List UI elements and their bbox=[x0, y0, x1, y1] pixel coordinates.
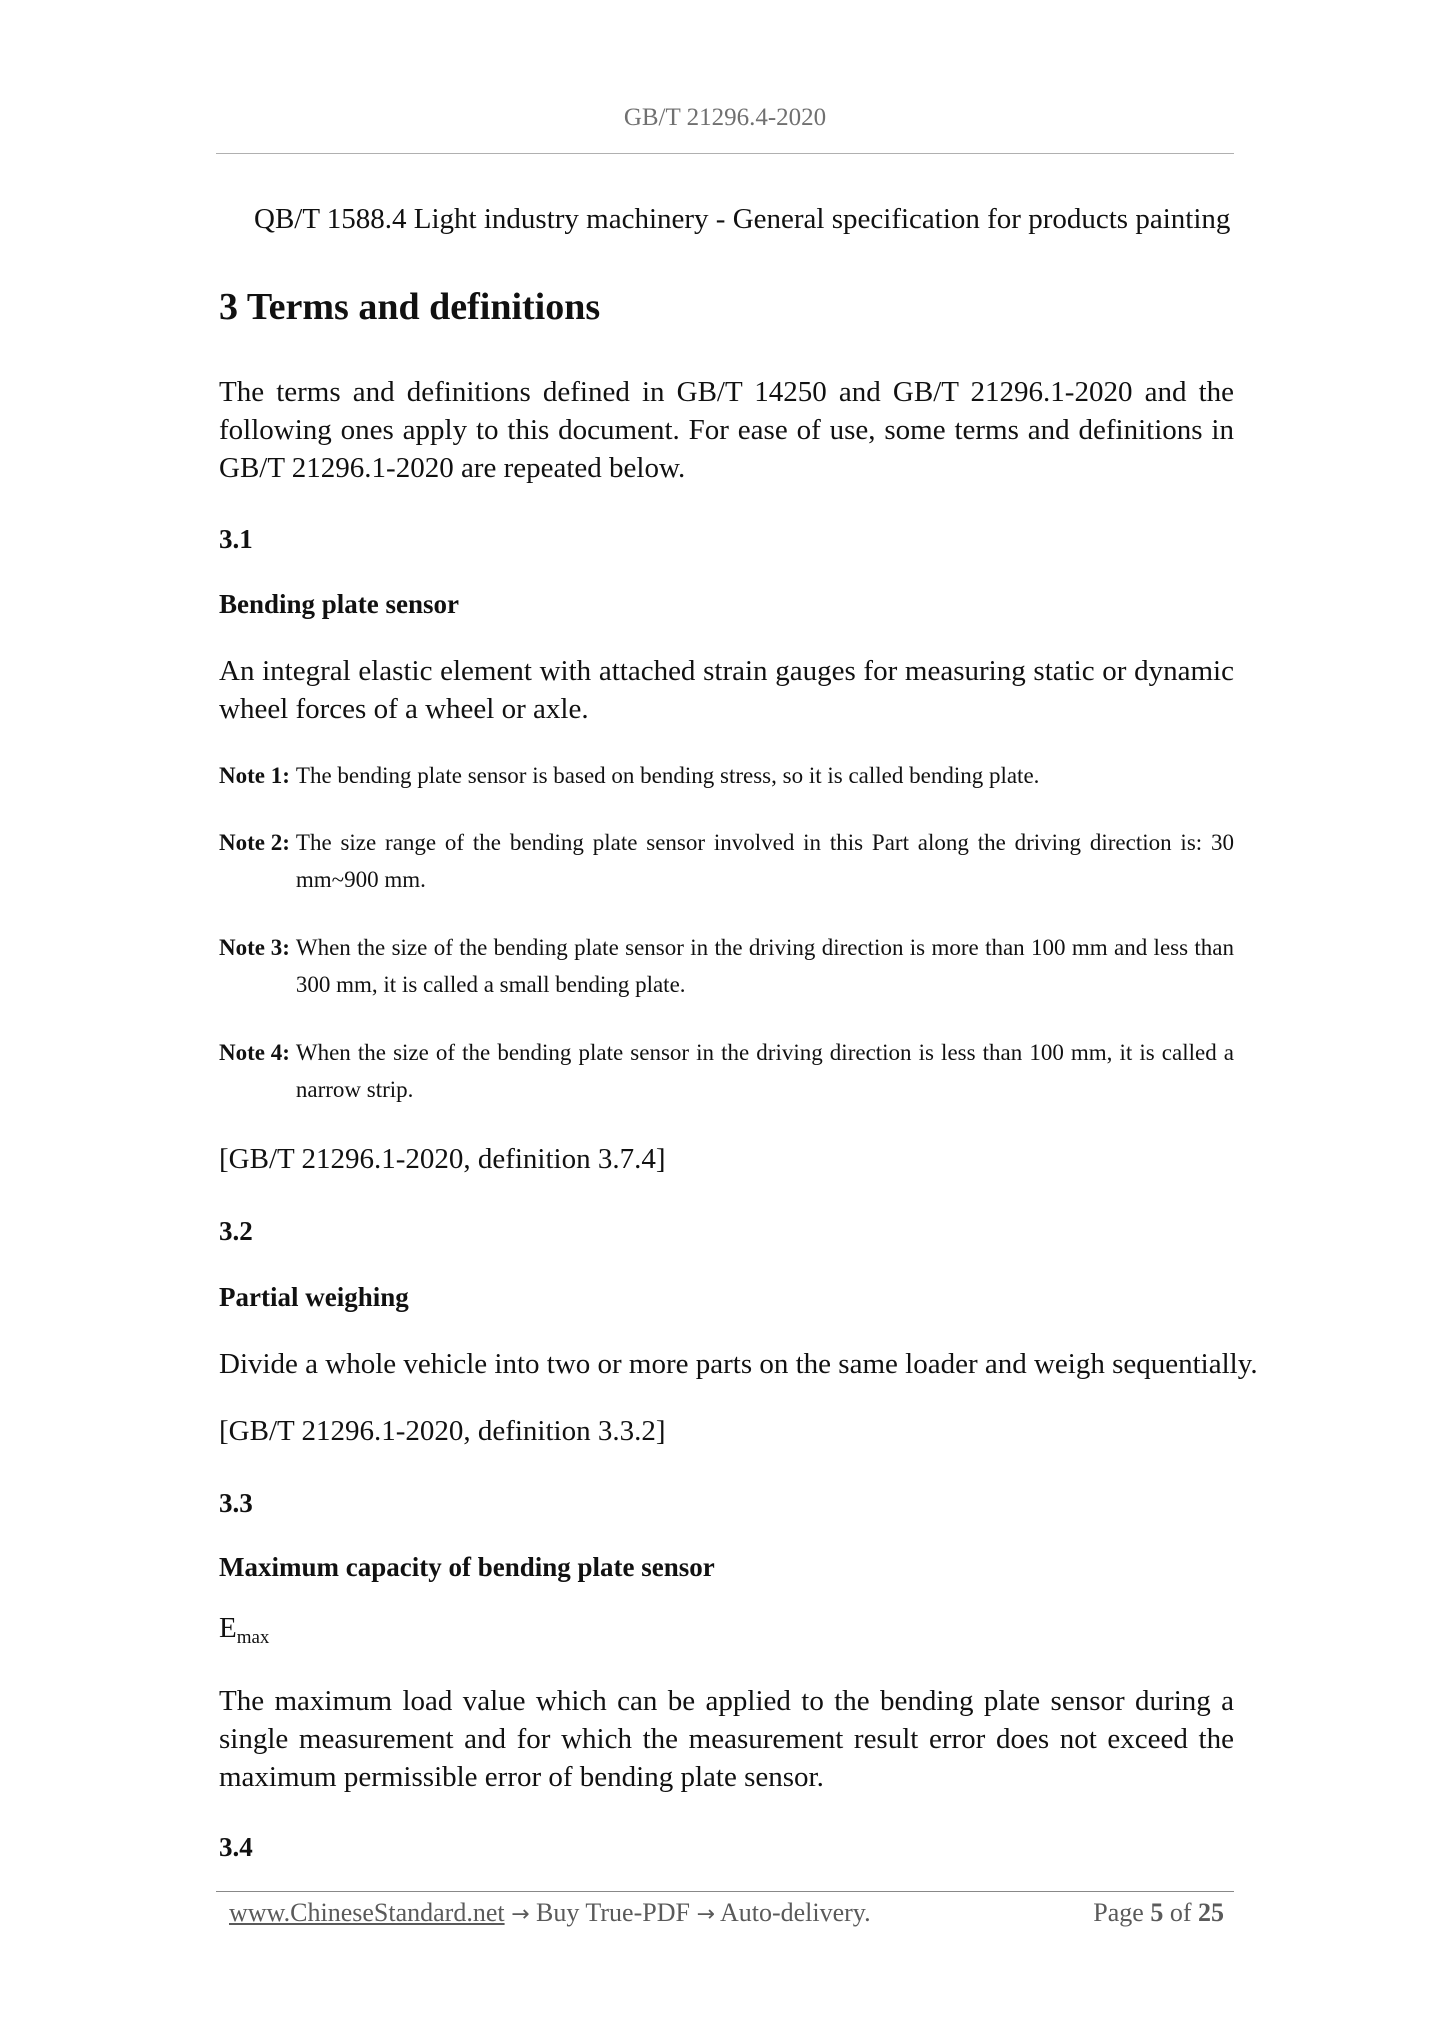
term-definition: Divide a whole vehicle into two or more parts on the same loader and weigh sequentially. bbox=[219, 1348, 1258, 1380]
clause-number: 3.1 bbox=[219, 524, 253, 554]
clause-number: 3.3 bbox=[219, 1488, 253, 1518]
site-link[interactable]: www.ChineseStandard.net bbox=[229, 1898, 505, 1927]
symbol-subscript: max bbox=[236, 1627, 270, 1648]
note bbox=[219, 929, 1234, 1003]
term-symbol bbox=[219, 1612, 1234, 1649]
of-word: of bbox=[1169, 1898, 1192, 1927]
buy-text: Buy True-PDF bbox=[536, 1898, 690, 1927]
note-text: The bending plate sensor is based on bending stress, so it is called bending plate. bbox=[295, 763, 1040, 788]
term-source: [GB/T 21296.1-2020, definition 3.7.4] bbox=[219, 1143, 666, 1175]
clause-number: 3.4 bbox=[219, 1832, 253, 1862]
term-title: Maximum capacity of bending plate sensor bbox=[219, 1552, 715, 1582]
term-title: Partial weighing bbox=[219, 1282, 409, 1312]
page-total: 25 bbox=[1198, 1898, 1224, 1927]
footer-promo bbox=[229, 1895, 871, 1933]
note-label: Note 4: bbox=[219, 1040, 290, 1065]
note bbox=[219, 824, 1234, 898]
header-rule bbox=[216, 153, 1234, 154]
footer-rule bbox=[216, 1891, 1234, 1892]
term-title: Bending plate sensor bbox=[219, 589, 460, 619]
note-label: Note 1: bbox=[219, 763, 290, 788]
right-arrow-icon: → bbox=[511, 1902, 530, 1927]
term-source: [GB/T 21296.1-2020, definition 3.3.2] bbox=[219, 1415, 666, 1447]
page-footer bbox=[229, 1895, 1224, 1933]
note-text: When the size of the bending plate sensor in the driving direction is more than 100 mm and less than 300 mm, it is called a small bending plate. bbox=[295, 935, 1234, 997]
clause-number: 3.2 bbox=[219, 1216, 253, 1246]
delivery-text: Auto-delivery. bbox=[719, 1898, 871, 1927]
right-arrow-icon: → bbox=[696, 1902, 715, 1927]
page-word: Page bbox=[1093, 1898, 1144, 1927]
term-definition: The maximum load value which can be applied to the bending plate sensor during a single measurement and for which the measurement result error does not exceed the maximum permissible error of bending plate sensor. bbox=[219, 1685, 1234, 1793]
running-header: GB/T 21296.4-2020 bbox=[623, 104, 827, 131]
section-heading: 3 Terms and definitions bbox=[219, 286, 601, 328]
normative-reference-line: QB/T 1588.4 Light industry machinery - General specification for products painting bbox=[254, 203, 1231, 235]
section-intro: The terms and definitions defined in GB/T 14250 and GB/T 21296.1-2020 and the following ones apply to this document. For ease of use, some terms and definitions in GB/T 21296.1-2020 are repeated below. bbox=[219, 376, 1234, 484]
note bbox=[219, 757, 1234, 794]
page-number: 5 bbox=[1150, 1898, 1164, 1927]
note-text: The size range of the bending plate sensor involved in this Part along the driving direction is: 30 mm~900 mm. bbox=[295, 830, 1234, 892]
term-definition: An integral elastic element with attached strain gauges for measuring static or dynamic wheel forces of a wheel or axle. bbox=[219, 655, 1234, 725]
note-text: When the size of the bending plate sensor in the driving direction is less than 100 mm, it is called a narrow strip. bbox=[295, 1040, 1234, 1102]
note bbox=[219, 1034, 1234, 1108]
note-label: Note 3: bbox=[219, 935, 290, 960]
symbol-letter: E bbox=[219, 1612, 237, 1644]
page-indicator bbox=[1093, 1895, 1224, 1933]
note-label: Note 2: bbox=[219, 830, 290, 855]
